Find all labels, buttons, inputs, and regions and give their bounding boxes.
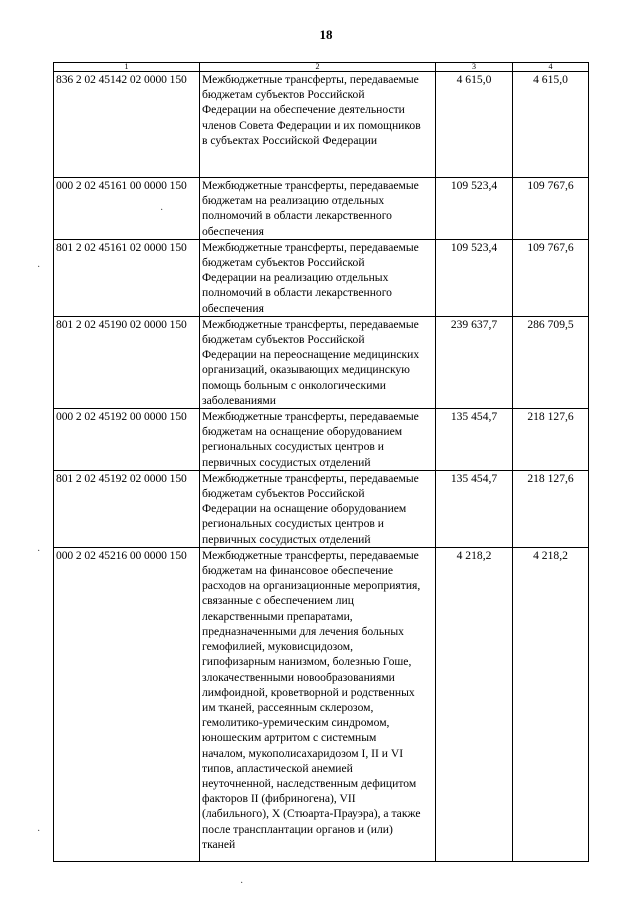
- revenue-description: [200, 178, 436, 240]
- table-row: [54, 239, 589, 316]
- description-line: организаций, оказывающих медицинскую: [202, 363, 410, 377]
- description-line: лимфоидной, кроветворной и родственных: [202, 685, 415, 699]
- table-body: [54, 72, 589, 862]
- description-line: Федерации на переоснащение медицинских: [202, 348, 420, 362]
- classification-code: 000 2 02 45161 00 0000 150: [54, 178, 200, 240]
- classification-code: 801 2 02 45190 02 0000 150: [54, 316, 200, 408]
- description-line: злокачественными новообразованиями: [202, 670, 395, 684]
- description-line: гипофизарным нанизмом, болезнью Гоше,: [202, 655, 412, 669]
- column-number-3: 3: [436, 63, 513, 72]
- revenue-description: [200, 239, 436, 316]
- amount-column-3: 4 615,0: [436, 72, 513, 178]
- description-line: гемофилией, муковисцидозом,: [202, 640, 353, 654]
- classification-code: 801 2 02 45161 02 0000 150: [54, 239, 200, 316]
- description-line: началом, мукополисахаридозом I, II и VI: [202, 746, 404, 760]
- amount-column-3: 109 523,4: [436, 178, 513, 240]
- description-line: помощь больным с онкологическими: [202, 378, 386, 392]
- description-line: региональных сосудистых центров и: [202, 517, 384, 531]
- description-line: обеспечения: [202, 301, 264, 315]
- scan-mark: ·: [240, 878, 244, 889]
- amount-column-4: 218 127,6: [513, 470, 589, 547]
- budget-table: [53, 62, 589, 862]
- description-line: Межбюджетные трансферты, передаваемые: [202, 471, 419, 485]
- description-line: Федерации на реализацию отдельных: [202, 271, 389, 285]
- description-line: неуточненной, наследственным дефицитом: [202, 776, 417, 790]
- description-line: полномочий в области лекарственного: [202, 209, 392, 223]
- revenue-description: [200, 470, 436, 547]
- description-line: бюджетам субъектов Российской: [202, 256, 365, 270]
- description-line: гемолитико-уремическим синдромом,: [202, 716, 390, 730]
- description-line: тканей: [202, 837, 236, 851]
- classification-code: 000 2 02 45192 00 0000 150: [54, 409, 200, 471]
- table-row: [54, 470, 589, 547]
- description-line: (лабильного), X (Стюарта-Прауэра), а также: [202, 807, 421, 821]
- description-line: региональных сосудистых центров и: [202, 440, 384, 454]
- description-line: Межбюджетные трансферты, передаваемые: [202, 410, 419, 424]
- classification-code: 000 2 02 45216 00 0000 150: [54, 547, 200, 861]
- amount-column-3: 135 454,7: [436, 470, 513, 547]
- amount-column-4: 109 767,6: [513, 178, 589, 240]
- scan-mark: ·: [37, 546, 41, 557]
- description-line: после трансплантации органов и (или): [202, 822, 393, 836]
- page-number: 18: [319, 27, 333, 42]
- description-line: Межбюджетные трансферты, передаваемые: [202, 73, 419, 86]
- column-number-1: 1: [54, 63, 200, 72]
- description-line: бюджетам на реализацию отдельных: [202, 194, 385, 208]
- description-line: им тканей, рассеянным склерозом,: [202, 700, 374, 714]
- amount-column-4: 218 127,6: [513, 409, 589, 471]
- description-line: обеспечения: [202, 224, 264, 238]
- description-line: юношеским артритом с системным: [202, 731, 377, 745]
- classification-code: 836 2 02 45142 02 0000 150: [54, 72, 200, 178]
- classification-code: 801 2 02 45192 02 0000 150: [54, 470, 200, 547]
- description-line: бюджетам субъектов Российской: [202, 487, 365, 501]
- description-line: членов Совета Федерации и их помощников: [202, 118, 421, 132]
- amount-column-3: 239 637,7: [436, 316, 513, 408]
- table-row: [54, 547, 589, 861]
- description-line: лекарственными препаратами,: [202, 609, 353, 623]
- scan-mark: ·: [37, 262, 41, 273]
- description-line: Межбюджетные трансферты, передаваемые: [202, 548, 419, 562]
- column-number-row: [54, 63, 589, 72]
- amount-column-3: 109 523,4: [436, 239, 513, 316]
- description-line: полномочий в области лекарственного: [202, 286, 392, 300]
- description-line: первичных сосудистых отделений: [202, 455, 371, 469]
- table-row: [54, 72, 589, 178]
- description-line: бюджетам субъектов Российской: [202, 333, 365, 347]
- description-line: Межбюджетные трансферты, передаваемые: [202, 240, 419, 254]
- description-line: предназначенными для лечения больных: [202, 624, 404, 638]
- description-line: типов, апластической анемией: [202, 761, 353, 775]
- description-line: бюджетам субъектов Российской: [202, 88, 365, 102]
- revenue-description: [200, 547, 436, 861]
- description-line: Межбюджетные трансферты, передаваемые: [202, 317, 419, 331]
- revenue-description: [200, 409, 436, 471]
- table-row: [54, 316, 589, 408]
- description-line: Федерации на оснащение оборудованием: [202, 502, 407, 516]
- description-line: расходов на организационные мероприятия,: [202, 579, 421, 593]
- scan-mark: ·: [160, 205, 164, 216]
- amount-column-4: 4 218,2: [513, 547, 589, 861]
- table-row: [54, 178, 589, 240]
- description-line: заболеваниями: [202, 393, 276, 407]
- amount-column-4: 4 615,0: [513, 72, 589, 178]
- description-line: Межбюджетные трансферты, передаваемые: [202, 179, 419, 192]
- revenue-description: [200, 316, 436, 408]
- description-line: бюджетам на оснащение оборудованием: [202, 425, 403, 439]
- column-number-4: 4: [513, 63, 589, 72]
- amount-column-4: 286 709,5: [513, 316, 589, 408]
- scan-mark: ·: [37, 826, 41, 837]
- description-line: первичных сосудистых отделений: [202, 532, 371, 546]
- amount-column-3: 135 454,7: [436, 409, 513, 471]
- description-line: бюджетам на финансовое обеспечение: [202, 564, 394, 578]
- revenue-description: [200, 72, 436, 178]
- amount-column-4: 109 767,6: [513, 239, 589, 316]
- amount-column-3: 4 218,2: [436, 547, 513, 861]
- table-row: [54, 409, 589, 471]
- description-line: факторов II (фибриногена), VII: [202, 792, 356, 806]
- description-line: связанные с обеспечением лиц: [202, 594, 354, 608]
- column-number-2: 2: [200, 63, 436, 72]
- description-line: в субъектах Российской Федерации: [202, 133, 378, 147]
- description-line: Федерации на обеспечение деятельности: [202, 103, 405, 117]
